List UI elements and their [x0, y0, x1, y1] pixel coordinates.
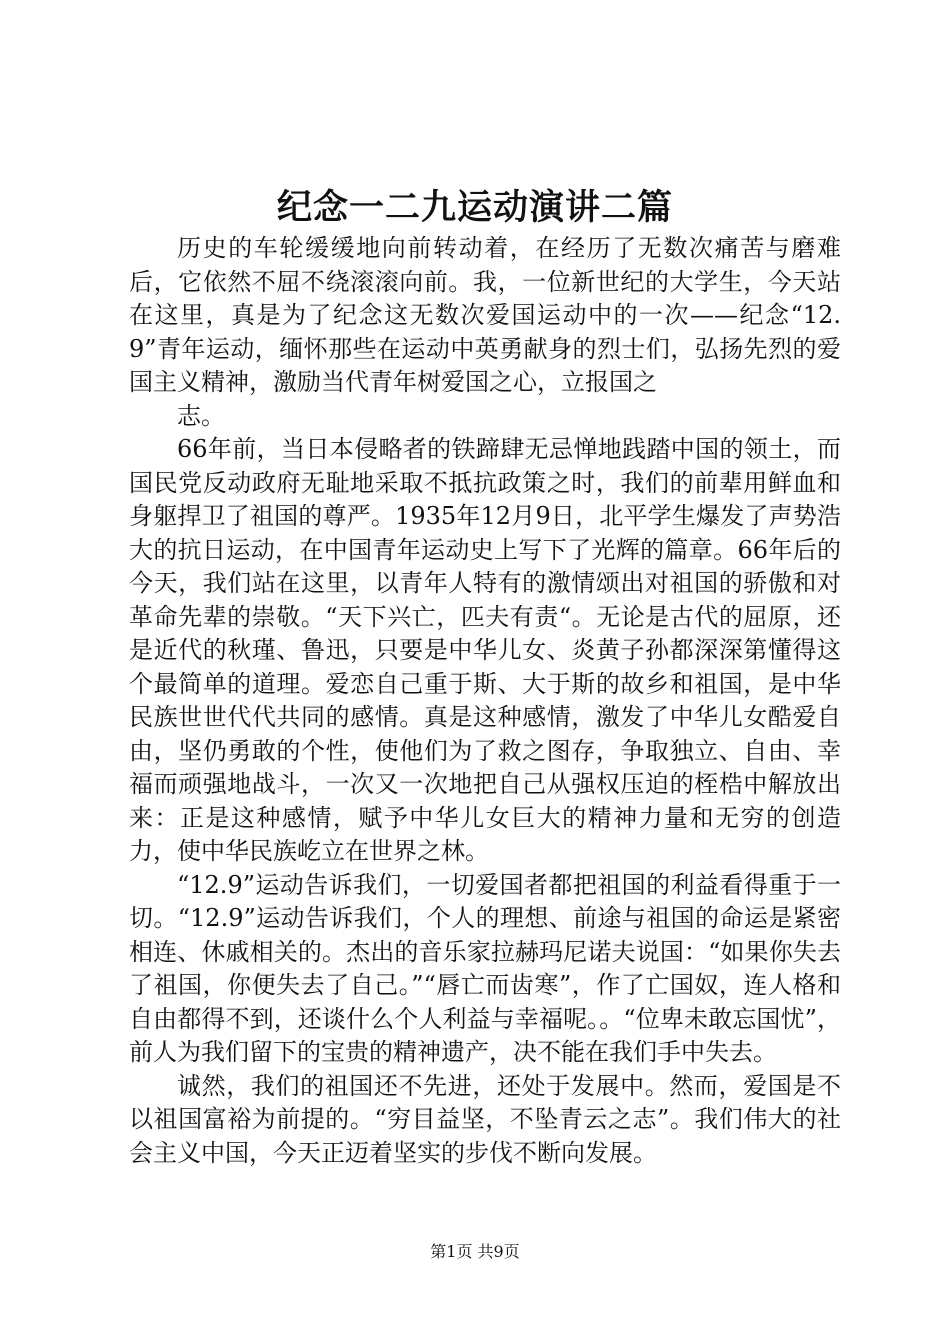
paragraph-history: 66年前，当日本侵略者的铁蹄肆无忌惮地践踏中国的领土，而国民党反动政府无耻地采取不抵抗政策之时，我们的前辈用鲜血和身躯捍卫了祖国的尊严。1935年12月9日，北平学生爆发了声势浩大的抗日运动，在中国青年运动史上写下了光辉的篇章。66年后的今天，我们站在这里，以青年人特有的激情颂出对祖国的骄傲和对革命先辈的崇敬。“天下兴亡，匹夫有责“。无论是古代的屈原，还是近代的秋瑾、鲁迅，只要是中华儿女、炎黄子孙都深深第懂得这个最简单的道理。爱恋自己重于斯、大于斯的故乡和祖国，是中华民族世世代代共同的感情。真是这种感情，激发了中华儿女酷爱自由，坚仍勇敢的个性，使他们为了救之图存，争取独立、自由、幸福而顽强地战斗，一次又一次地把自己从强权压迫的桎梏中解放出来：正是这种感情，赋予中华儿女巨大的精神力量和无穷的创造力，使中华民族屹立在世界之林。	[129, 435, 841, 865]
page-number-footer: 第1页 共9页	[430, 1242, 520, 1261]
paragraph-intro: 历史的车轮缓缓地向前转动着，在经历了无数次痛苦与磨难后，它依然不屈不绕滚滚向前。我，一位新世纪的大学生，今天站在这里，真是为了纪念这无数次爱国运动中的一次——纪念“12.9”青年运动，缅怀那些在运动中英勇献身的烈士们，弘扬先烈的爱国主义精神，激励当代青年树爱国之心，立报国之	[129, 234, 841, 396]
paragraph-development: 诚然，我们的祖国还不先进，还处于发展中。然而，爱国是不以祖国富裕为前提的。“穷目益坚，不坠青云之志”。我们伟大的社会主义中国，今天正迈着坚实的步伐不断向发展。	[129, 1071, 841, 1167]
document-body	[129, 232, 841, 1170]
paragraph-lessons: “12.9”运动告诉我们，一切爱国者都把祖国的利益看得重于一切。“12.9”运动告诉我们，个人的理想、前途与祖国的命运是紧密相连、休戚相关的。杰出的音乐家拉赫玛尼诺夫说国：“如果你失去了祖国，你便失去了自己。”“唇亡而齿寒”，作了亡国奴，连人格和自由都得不到，还谈什么个人利益与幸福呢。。“位卑未敢忘国忧”，前人为我们留下的宝贵的精神遗产，决不能在我们手中失去。	[129, 870, 841, 1066]
document-title: 纪念一二九运动演讲二篇	[276, 187, 673, 228]
paragraph-intro-continued: 志。	[177, 401, 225, 430]
